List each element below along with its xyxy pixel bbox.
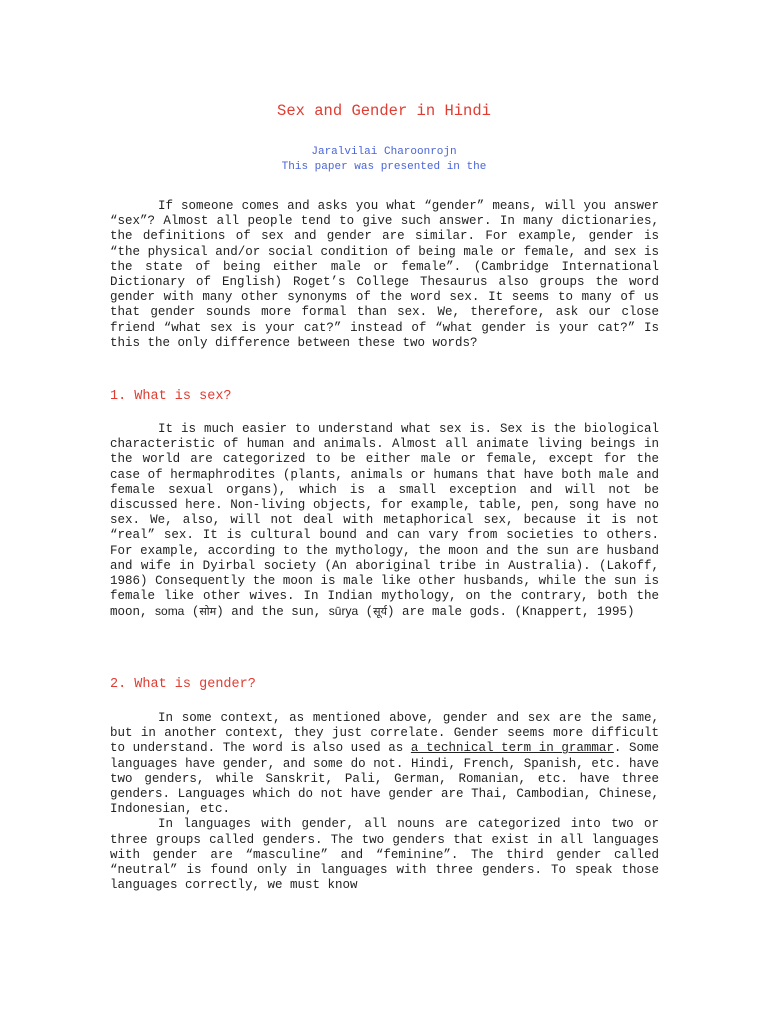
presentation-note: This paper was presented in the bbox=[281, 161, 487, 173]
intro-text: If someone comes and asks you what “gender” means, will you answer “sex”? Almost all people tend to give such answer. In many dictionaries, the definitions of sex and gender are similar. For example, gender is “the physical and/or social condition of being male or female, and sex is the state of being either male or female”. (Cambridge International Dictionary of English) Roget’s College Thesaurus also groups the word gender with many other synonyms of the word sex. It seems to many of us that gender sounds more formal than sex. We, therefore, ask our close friend “what sex is your cat?” instead of “what gender is your cat?” Is this the only difference between these two words? bbox=[110, 199, 659, 350]
paren-open: ( bbox=[184, 605, 200, 620]
grammar-term-link[interactable]: a technical term in grammar bbox=[410, 741, 614, 756]
section-2-paragraphs bbox=[110, 711, 659, 893]
section-1-text-end: ) are male gods. (Knappert, 1995) bbox=[386, 605, 635, 620]
section-1-text bbox=[110, 422, 659, 621]
surya-devanagari: सूर्य bbox=[373, 605, 387, 619]
author-block bbox=[0, 145, 768, 175]
soma-transliteration: soma bbox=[155, 604, 185, 619]
soma-devanagari: सोम bbox=[199, 605, 217, 619]
section-1-paragraph bbox=[110, 422, 659, 621]
section-2-p1-b: . Some languages have gender, and some do not. Hindi, French, Spanish, etc. have two genders, while Sanskrit, Pali, German, Romanian, etc. have three genders. Languages which do not have gender are Thai, Cambodian, Chinese, Indonesian, etc. bbox=[110, 741, 659, 817]
paren-open-2: ( bbox=[358, 605, 374, 620]
surya-transliteration: sūrya bbox=[328, 604, 359, 619]
section-1-heading: 1. What is sex? bbox=[110, 389, 232, 404]
section-2-paragraph-2: In languages with gender, all nouns are categorized into two or three groups called genders. The two genders that exist in all languages with gender are “masculine” and “feminine”. The third gender called “neutral” is found only in languages with three genders. To speak those languages correctly, we must know bbox=[110, 817, 659, 893]
section-1-text-mid: ) and the sun, bbox=[216, 605, 329, 620]
section-2-heading: 2. What is gender? bbox=[110, 677, 256, 692]
author-name: Jaralvilai Charoonrojn bbox=[311, 146, 457, 158]
page-title: Sex and Gender in Hindi bbox=[277, 102, 491, 120]
section-2-paragraph-1 bbox=[110, 711, 659, 817]
section-2-p1-a: In some context, as mentioned above, gender and sex are the same, but in another context, they just correlate. Gender seems more difficult to understand. The word is also used as bbox=[110, 711, 659, 756]
section-1-text-main: It is much easier to understand what sex is. Sex is the biological characteristic of human and animals. Almost all animate living beings in the world are categorized to be either male or female, except for the case of hermaphrodites (plants, animals or humans that have both male and female sexual organs), which is a small exception and will not be discussed here. Non-living objects, for example, table, pen, song have no sex. We, also, will not deal with metaphorical sex, because it is not “real” sex. It is cultural bound and can vary from societies to others. For example, according to the mythology, the moon and the sun are husband and wife in Dyirbal society (An aboriginal tribe in Australia). (Lakoff, 1986) Consequently the moon is male like other husbands, while the sun is female like other wives. In Indian mythology, on the contrary, both the moon, bbox=[110, 422, 659, 620]
intro-paragraph bbox=[110, 199, 659, 351]
